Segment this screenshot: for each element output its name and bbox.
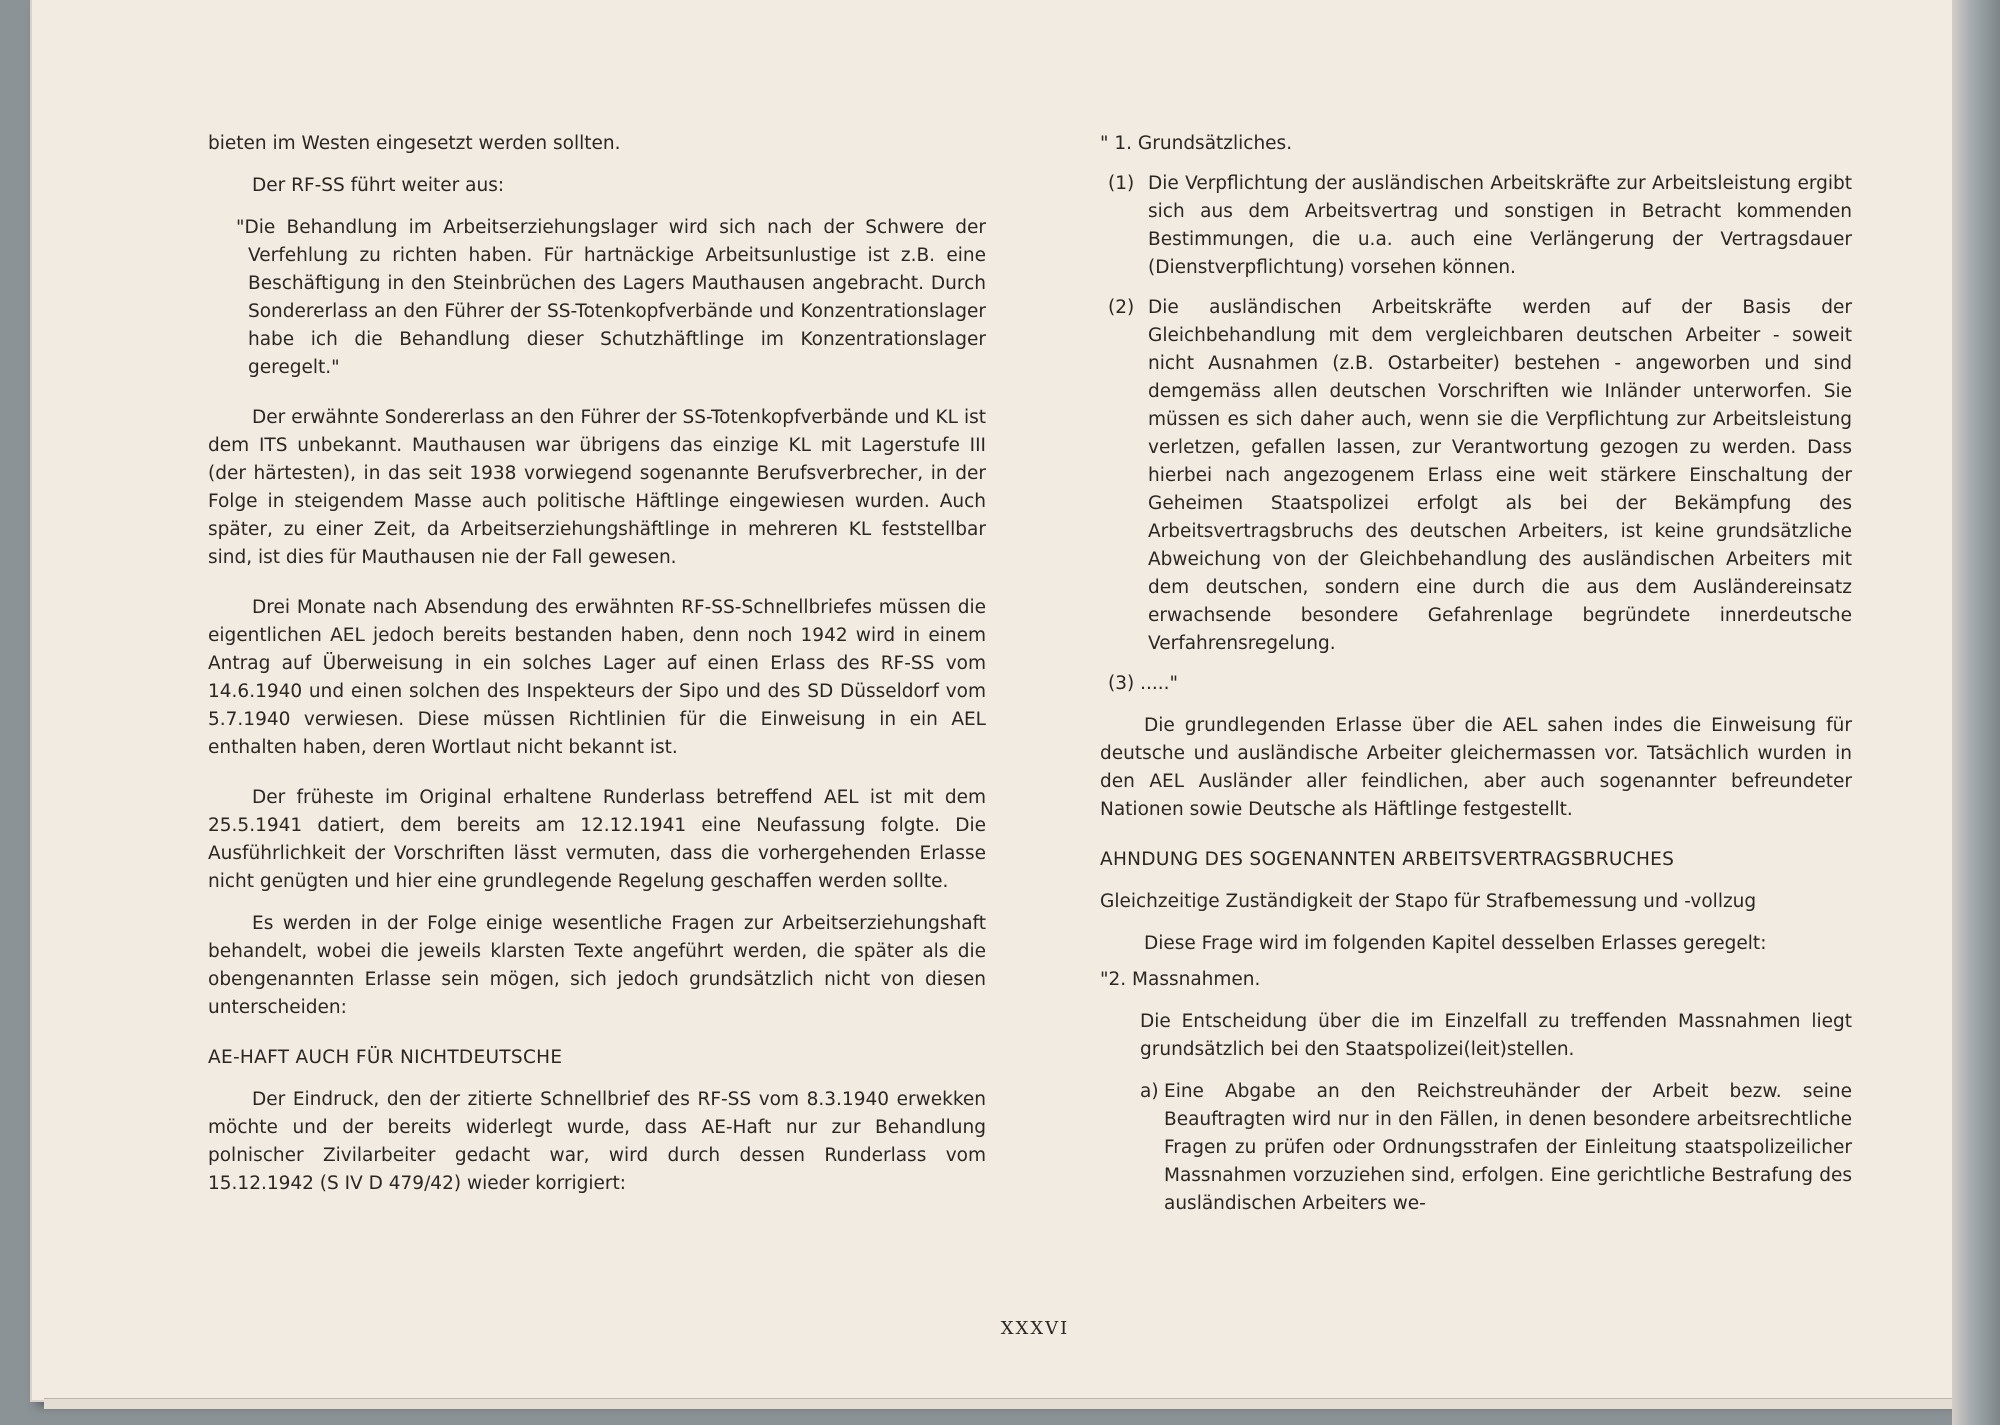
quote-heading-grundsaetzliches: " 1. Grundsätzliches. — [1100, 133, 1293, 154]
left-quote: "Die Behandlung im Arbeitserziehungslager wird sich nach der Schwere der Verfehlung zu richten haben. Für hartnäckige Arbeitsunlustige ist z.B. eine Beschäftigung in den Steinbrüchen des Lagers Mauthausen angebracht. Durch Sondererlass an den Führer der SS-Totenkopfverbände und Konzentrationslager habe ich die Behandlung dieser Schutzhäftlinge im Konzentrationslager geregelt." — [236, 217, 986, 378]
left-column — [208, 130, 986, 1198]
quote-heading-massnahmen: "2. Massnahmen. — [1100, 969, 1261, 990]
quote-item-2 — [1108, 294, 1852, 658]
left-paragraph-5: Der früheste im Original erhaltene Runderlass betreffend AEL ist mit dem 25.5.1941 datiert, dem bereits am 12.12.1941 eine Neufassung folgte. Die Ausführlichkeit der Vorschriften lässt vermuten, dass die vorhergehenden Erlasse nicht genügten und hier eine grundlegende Regelung geschaffen werden sollte. — [208, 787, 986, 892]
right-section-heading: AHNDUNG DES SOGENANNTEN ARBEITSVERTRAGSBRUCHES — [1100, 849, 1675, 870]
quote-item-3: (3) ....." — [1108, 673, 1178, 694]
left-paragraph-6: Es werden in der Folge einige wesentliche Fragen zur Arbeitserziehungshaft behandelt, wobei die jeweils klarsten Texte angeführt werden, die später als die obengenannten Erlasse sein mögen, sich jedoch grundsätzlich nicht von diesen unterscheiden: — [208, 913, 986, 1018]
right-subheading: Gleichzeitige Zuständigkeit der Stapo für Strafbemessung und -vollzug — [1100, 891, 1757, 912]
item-number: (2) — [1108, 297, 1135, 318]
page-number: XXXVI — [1000, 1318, 1070, 1339]
quote-massnahmen-paragraph: Die Entscheidung über die im Einzelfall zu treffenden Massnahmen liegt grundsätzlich bei den Staatspolizei(leit)stellen. — [1140, 1011, 1852, 1060]
right-column — [1100, 130, 1852, 1218]
left-paragraph-4: Drei Monate nach Absendung des erwähnten RF-SS-Schnellbriefes müssen die eigentlichen AEL jedoch bereits bestanden haben, denn noch 1942 wird in einem Antrag auf Überweisung in ein solches Lager auf einen Erlass des RF-SS vom 14.6.1940 und einen solchen des Inspekteurs der Sipo und des SD Düsseldorf vom 5.7.1940 verwiesen. Diese müssen Richtlinien für die Einweisung in ein AEL enthalten haben, deren Wortlaut nicht bekannt ist. — [208, 597, 986, 758]
quote-subitem-a — [1140, 1078, 1852, 1218]
item-number: (1) — [1108, 173, 1135, 194]
left-paragraph-7: Der Eindruck, den der zitierte Schnellbrief des RF-SS vom 8.3.1940 erwekken möchte und der bereits widerlegt wurde, dass AE-Haft nur zur Behandlung polnischer Zivilarbeiter gedacht war, wird durch dessen Runderlass vom 15.12.1942 (S IV D 479/42) wieder korrigiert: — [208, 1089, 986, 1194]
binding-edge — [1952, 0, 2000, 1425]
subitem-letter: a) — [1140, 1081, 1159, 1102]
quote-item-1 — [1108, 170, 1852, 282]
right-paragraph-2: Diese Frage wird im folgenden Kapitel desselben Erlasses geregelt: — [1144, 933, 1767, 954]
left-paragraph-3: Der erwähnte Sondererlass an den Führer der SS-Totenkopfverbände und KL ist dem ITS unbekannt. Mauthausen war übrigens das einzige KL mit Lagerstufe III (der härtesten), in das seit 1938 vorwiegend sogenannte Berufsverbrecher, in der Folge in steigendem Masse auch politische Häftlinge eingewiesen wurden. Auch später, zu einer Zeit, da Arbeitserziehungshäftlinge in mehreren KL feststellbar sind, ist dies für Mauthausen nie der Fall gewesen. — [208, 407, 986, 568]
subitem-text: Eine Abgabe an den Reichstreuhänder der Arbeit bezw. seine Beauftragten wird nur in den Fällen, in denen besondere arbeitsrechtliche Fragen zu prüfen oder Ordnungsstrafen der Einleitung staatspolizeilicher Massnahmen vorzuziehen sind, erfolgen. Eine gerichtliche Bestrafung des ausländischen Arbeiters we- — [1164, 1081, 1852, 1214]
left-paragraph-2: Der RF-SS führt weiter aus: — [252, 175, 505, 196]
item-text: Die ausländischen Arbeitskräfte werden auf der Basis der Gleichbehandlung mit dem vergleichbaren deutschen Arbeiter - soweit nicht Ausnahmen (z.B. Ostarbeiter) bestehen - angeworben und sind demgemäss allen deutschen Vorschriften wie Inländer unterworfen. Sie müssen es sich daher auch, wenn sie die Verpflichtung zur Arbeitsleistung verletzen, gefallen lassen, zur Verantwortung gezogen zu werden. Dass hierbei nach angezogenem Erlass eine weit stärkere Einschaltung der Geheimen Staatspolizei erfolgt als bei der Bekämpfung des Arbeitsvertragsbruchs des deutschen Arbeiters, ist keine grundsätzliche Abweichung von der Gleichbehandlung des ausländischen Arbeiters mit dem deutschen, sondern eine durch die aus dem Ausländereinsatz erwachsende besondere Gefahrenlage begründete innerdeutsche Verfahrensregelung. — [1148, 297, 1852, 654]
right-paragraph-1: Die grundlegenden Erlasse über die AEL sahen indes die Einweisung für deutsche und ausländische Arbeiter gleichermassen vor. Tatsächlich wurden in den AEL Ausländer aller feindlichen, aber auch sogenannter befreundeter Nationen sowie Deutsche als Häftlinge festgestellt. — [1100, 715, 1852, 820]
item-text: Die Verpflichtung der ausländischen Arbeitskräfte zur Arbeitsleistung ergibt sich aus dem Arbeitsvertrag und sonstigen in Betracht kommenden Bestimmungen, die u.a. auch eine Verlängerung der Vertragsdauer (Dienstverpflichtung) vorsehen können. — [1148, 173, 1852, 278]
left-paragraph-1: bieten im Westen eingesetzt werden sollten. — [208, 133, 621, 154]
left-section-heading: AE-HAFT AUCH FÜR NICHTDEUTSCHE — [208, 1047, 563, 1068]
page-bottom-edge — [44, 1398, 1974, 1409]
